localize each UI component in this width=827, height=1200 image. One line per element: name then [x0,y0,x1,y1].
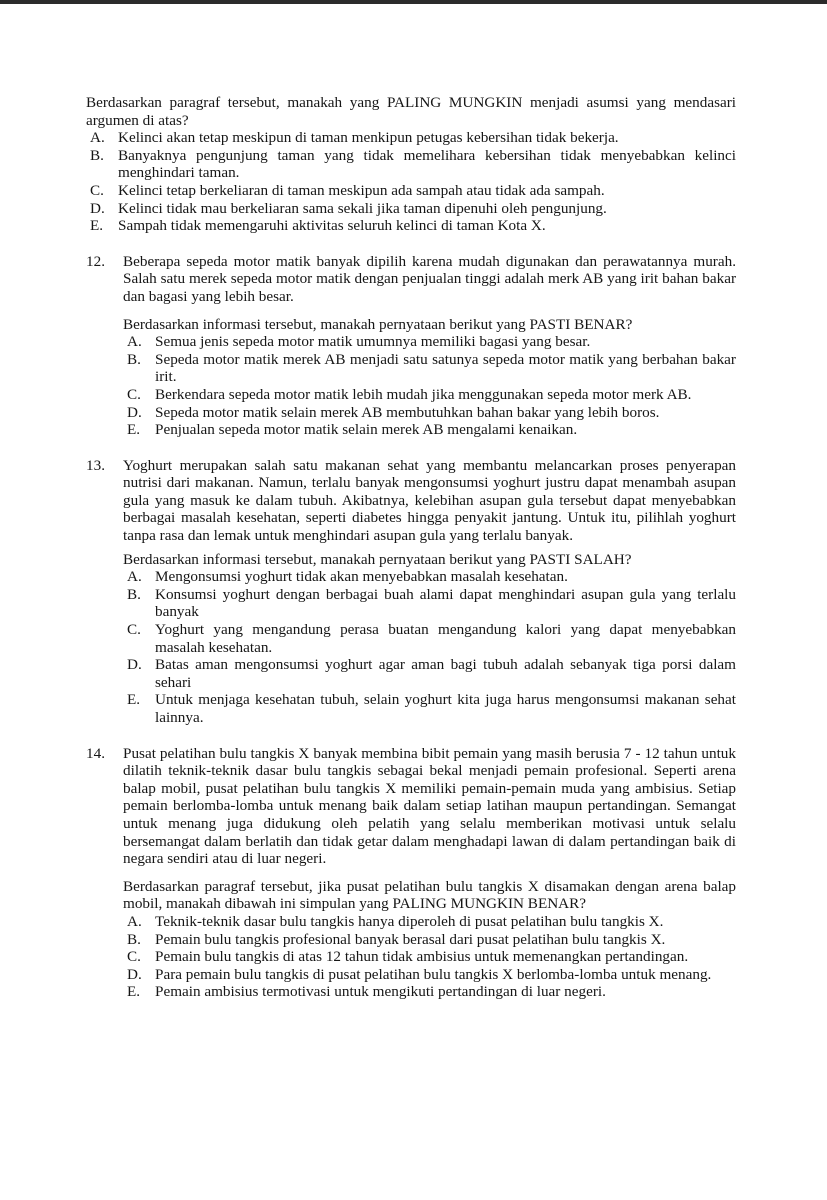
option-12-d[interactable] [123,404,736,422]
option-text: Sepeda motor matik selain merek AB membutuhkan bahan bakar yang lebih boros. [155,403,660,421]
option-letter: E. [127,983,141,1001]
option-letter: C. [127,948,141,966]
option-letter: B. [127,350,141,368]
option-12-b[interactable] [123,351,736,386]
option-letter: D. [90,199,105,217]
option-letter: B. [127,585,141,603]
option-letter: A. [127,912,142,930]
option-text: Kelinci tidak mau berkeliaran sama sekali jika taman dipenuhi oleh pengunjung. [118,199,607,217]
question-number: 12. [86,252,105,270]
page-top-edge [0,0,827,4]
question-14-prompt: Berdasarkan paragraf tersebut, jika pusat pelatihan bulu tangkis X disamakan dengan arena balap mobil, manakah dibawah ini simpulan yang PALING MUNGKIN BENAR? [123,877,736,913]
option-14-c[interactable] [123,948,736,966]
option-letter: B. [90,146,104,164]
option-letter: C. [90,181,104,199]
option-text: Sepeda motor matik merek AB menjadi satu satunya sepeda motor matik yang berbahan bakar irit. [155,350,736,386]
question-12 [86,253,736,439]
option-letter: D. [127,965,142,983]
option-14-d[interactable] [123,966,736,984]
option-letter: E. [127,421,141,439]
option-11-b[interactable] [86,147,736,182]
option-text: Para pemain bulu tangkis di pusat pelatihan bulu tangkis X berlomba-lomba untuk menang. [155,965,712,983]
question-11-prompt: Berdasarkan paragraf tersebut, manakah yang PALING MUNGKIN menjadi asumsi yang mendasari argumen di atas? [86,94,736,129]
question-11-options [86,129,736,235]
option-14-e[interactable] [123,983,736,1001]
question-12-text: Beberapa sepeda motor matik banyak dipilih karena mudah digunakan dan perawatannya murah. Salah satu merek sepeda motor matik dengan penjualan tinggi adalah merk AB yang irit bahan bakar dan bagasi yang lebih besar. [123,252,736,305]
question-13 [86,457,736,727]
option-11-e[interactable] [86,217,736,235]
option-letter: C. [127,621,141,639]
option-12-e[interactable] [123,421,736,439]
option-letter: C. [127,385,141,403]
question-13-text: Yoghurt merupakan salah satu makanan sehat yang membantu melancarkan proses penyerapan nutrisi dari makanan. Namun, terlalu banyak mengonsumsi yoghurt justru dapat menambah asupan gula yang masuk ke dalam tubuh. Akibatnya, kelebihan asupan gula tersebut dapat menyebabkan berbagai masalah kesehatan, seperti diabetes hingga penyakit jantung. Untuk itu, pilihlah yoghurt tanpa rasa dan lemak untuk menghindari asupan gula yang terlalu banyak. [123,456,736,545]
question-13-options [123,568,736,726]
question-14 [86,745,736,1001]
option-14-a[interactable] [123,913,736,931]
question-number: 14. [86,744,105,762]
question-14-text: Pusat pelatihan bulu tangkis X banyak membina bibit pemain yang masih berusia 7 - 12 tahun untuk dilatih teknik-teknik dasar bulu tangkis sebagai bekal menjadi pemain profesional. Seperti arena balap mobil, pusat pelatihan bulu tangkis X memiliki pemain-pemain muda yang ambisius. Setiap pemain berlomba-lomba untuk menang baik dalam setiap latihan maupun pertandingan. Semangat untuk menang juga didukung oleh pelatih yang selalu memberikan motivasi untuk selalu bersemangat dalam berlatih dan tidak getar dalam menghadapi lawan di dalam pertandingan baik di negara sendiri atau di luar negeri. [123,744,736,868]
option-13-b[interactable] [123,586,736,621]
option-11-a[interactable] [86,129,736,147]
question-11 [86,94,736,235]
option-letter: E. [90,217,104,235]
option-text: Penjualan sepeda motor matik selain merek AB mengalami kenaikan. [155,421,578,439]
option-11-c[interactable] [86,182,736,200]
option-text: Teknik-teknik dasar bulu tangkis hanya diperoleh di pusat pelatihan bulu tangkis X. [155,912,664,930]
option-13-d[interactable] [123,656,736,691]
option-text: Semua jenis sepeda motor matik umumnya memiliki bagasi yang besar. [155,333,591,351]
question-12-options [123,333,736,439]
option-text: Kelinci tetap berkeliaran di taman meskipun ada sampah atau tidak ada sampah. [118,181,605,199]
option-text: Pemain bulu tangkis profesional banyak berasal dari pusat pelatihan bulu tangkis X. [155,930,666,948]
option-13-c[interactable] [123,621,736,656]
option-letter: A. [127,568,142,586]
option-text: Kelinci akan tetap meskipun di taman menkipun petugas kebersihan tidak bekerja. [118,129,619,147]
option-letter: D. [127,403,142,421]
option-text: Untuk menjaga kesehatan tubuh, selain yoghurt kita juga harus mengonsumsi makanan sehat lainnya. [155,691,736,726]
option-text: Yoghurt yang mengandung perasa buatan mengandung kalori yang dapat menyebabkan masalah kesehatan. [155,621,736,656]
option-text: Banyaknya pengunjung taman yang tidak memelihara kebersihan tidak menyebabkan kelinci menghindari taman. [118,146,736,182]
option-13-e[interactable] [123,691,736,726]
option-12-c[interactable] [123,386,736,404]
option-text: Batas aman mengonsumsi yoghurt agar aman bagi tubuh adalah sebanyak tiga porsi dalam sehari [155,656,736,691]
option-text: Sampah tidak memengaruhi aktivitas seluruh kelinci di taman Kota X. [118,217,546,235]
option-text: Mengonsumsi yoghurt tidak akan menyebabkan masalah kesehatan. [155,568,568,586]
option-letter: E. [127,691,141,709]
option-12-a[interactable] [123,333,736,351]
option-14-b[interactable] [123,931,736,949]
question-14-options [123,913,736,1001]
option-13-a[interactable] [123,568,736,586]
question-12-prompt: Berdasarkan informasi tersebut, manakah pernyataan berikut yang PASTI BENAR? [123,315,633,333]
option-letter: A. [90,129,105,147]
option-text: Berkendara sepeda motor matik lebih mudah jika menggunakan sepeda motor merk AB. [155,385,692,403]
question-number: 13. [86,456,105,474]
option-text: Konsumsi yoghurt dengan berbagai buah alami dapat menghindari asupan gula yang terlalu banyak [155,585,736,621]
option-letter: B. [127,930,141,948]
option-letter: A. [127,333,142,351]
question-13-prompt: Berdasarkan informasi tersebut, manakah pernyataan berikut yang PASTI SALAH? [123,550,632,568]
document-body [86,94,736,1001]
option-text: Pemain bulu tangkis di atas 12 tahun tidak ambisius untuk memenangkan pertandingan. [155,948,689,966]
option-11-d[interactable] [86,200,736,218]
option-text: Pemain ambisius termotivasi untuk mengikuti pertandingan di luar negeri. [155,983,606,1001]
option-letter: D. [127,656,142,674]
